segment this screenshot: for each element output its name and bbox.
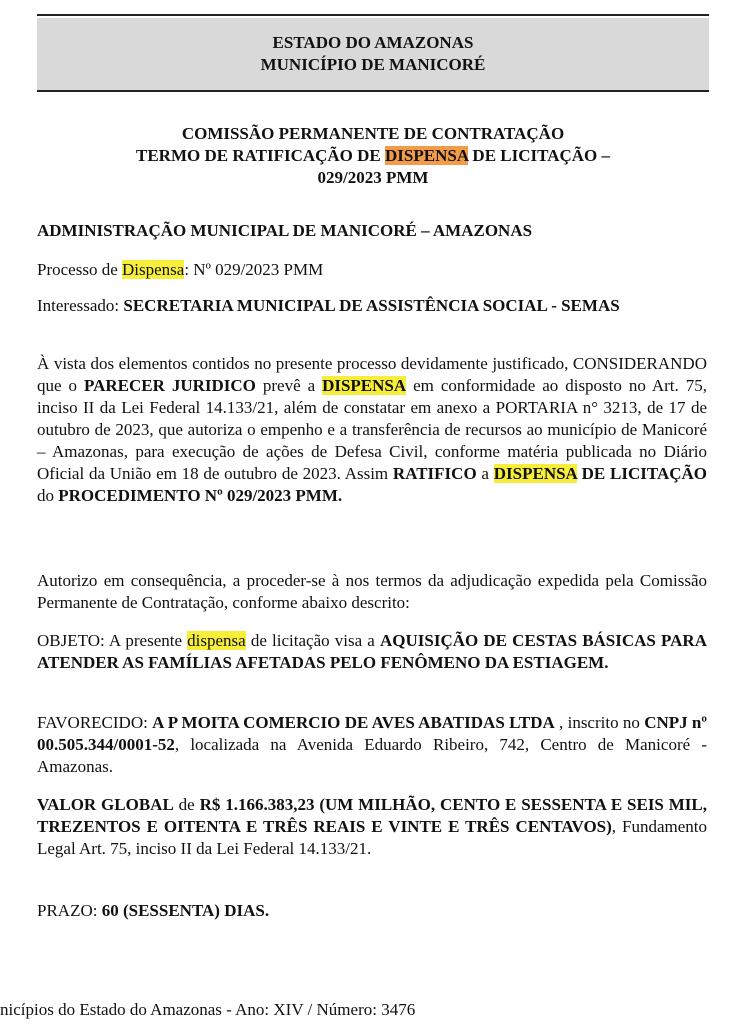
highlighted-word: DISPENSA [385,146,469,165]
prazo-line [37,900,707,922]
objeto-label: OBJETO: A presente [37,631,188,650]
administration-heading: ADMINISTRAÇÃO MUNICIPAL DE MANICORÉ – AMAZONAS [37,221,533,240]
title-line-2 [37,145,709,167]
valor-label: VALOR GLOBAL [37,795,174,814]
favorecido-paragraph [37,712,707,778]
bold-text: PARECER JURIDICO [83,376,256,395]
body-text: do [37,486,59,505]
title-text: DE LICITAÇÃO – [468,146,611,165]
body-text: a [476,464,494,483]
body-text: de [173,795,200,814]
highlighted-word: DISPENSA [322,376,407,395]
autorizo-paragraph: Autorizo em consequência, a proceder-se à nos termos da adjudicação expedida pela Comissão Permanente de Contratação, conforme abaixo descrito: [37,571,707,612]
bold-text: DE LICITAÇÃO [576,464,708,483]
interessado-value: SECRETARIA MUNICIPAL DE ASSISTÊNCIA SOCIAL - SEMAS [123,296,620,315]
favorecido-name: A P MOITA COMERCIO DE AVES ABATIDAS LTDA [152,713,555,732]
body-text: À vista dos elementos contidos no presente processo devidamente justificado, CONSIDERANDO que o [37,354,707,395]
cnpj-number: CNPJ nº 00.505.344/0001-52 [37,713,707,754]
top-rule [37,14,709,16]
body-text: , localizada na Avenida Eduardo Ribeiro, 742, Centro de Manicoré - Amazonas. [37,735,707,776]
title-line-3: 029/2023 PMM [317,168,429,187]
body-text: , Fundamento Legal Art. 75, inciso II da Lei Federal 14.133/21. [37,817,707,858]
processo-label: Processo de [37,260,122,279]
valor-amount: R$ 1.166.383,23 (UM MILHÃO, CENTO E SESSENTA E SEIS MIL, TREZENTOS E OITENTA E TRÊS REAIS E VINTE E TRÊS CENTAVOS) [37,795,707,836]
municipality-name: MUNICÍPIO DE MANICORÉ [260,55,486,74]
document-title [37,123,709,189]
body-text: em conformidade ao disposto no Art. 75, inciso II da Lei Federal 14.133/21, além de constatar em anexo a PORTARIA n° 3213, de 17 de outubro de 2023, que autoriza o empenho e a transferência de recursos ao município de Manicoré – Amazonas, para execução de ações de Defesa Civil, conforme matéria publicada no Diário Oficial da União em 18 de outubro de 2023. Assim [37,376,707,483]
body-text: prevê a [255,376,323,395]
prazo-value: 60 (SESSENTA) DIAS. [101,901,270,920]
highlighted-word: dispensa [187,631,246,650]
state-name: ESTADO DO AMAZONAS [272,33,474,52]
highlighted-word: DISPENSA [493,464,577,483]
valor-paragraph [37,794,707,860]
prazo-label: PRAZO: [37,901,102,920]
document-header [37,18,709,92]
bold-text: PROCEDIMENTO Nº 029/2023 PMM. [58,486,343,505]
interessado-label: Interessado: [37,296,124,315]
title-text: TERMO DE RATIFICAÇÃO DE [135,146,386,165]
objeto-paragraph [37,630,707,674]
favorecido-label: FAVORECIDO: [37,713,153,732]
bold-text: RATIFICO [392,464,477,483]
body-text: , inscrito no [554,713,645,732]
title-line-1: COMISSÃO PERMANENTE DE CONTRATAÇÃO [181,124,565,143]
interessado-line [37,295,707,317]
body-paragraph [37,353,707,507]
objeto-value: AQUISIÇÃO DE CESTAS BÁSICAS PARA ATENDER AS FAMÍLIAS AFETADAS PELO FENÔMENO DA ESTIAGEM. [37,631,707,672]
body-text: de licitação visa a [245,631,381,650]
page-footer: nicípios do Estado do Amazonas - Ano: XIV / Número: 3476 [0,1000,416,1019]
highlighted-word: Dispensa [121,260,185,279]
processo-line [37,259,707,281]
processo-number: : Nº 029/2023 PMM [184,260,324,279]
